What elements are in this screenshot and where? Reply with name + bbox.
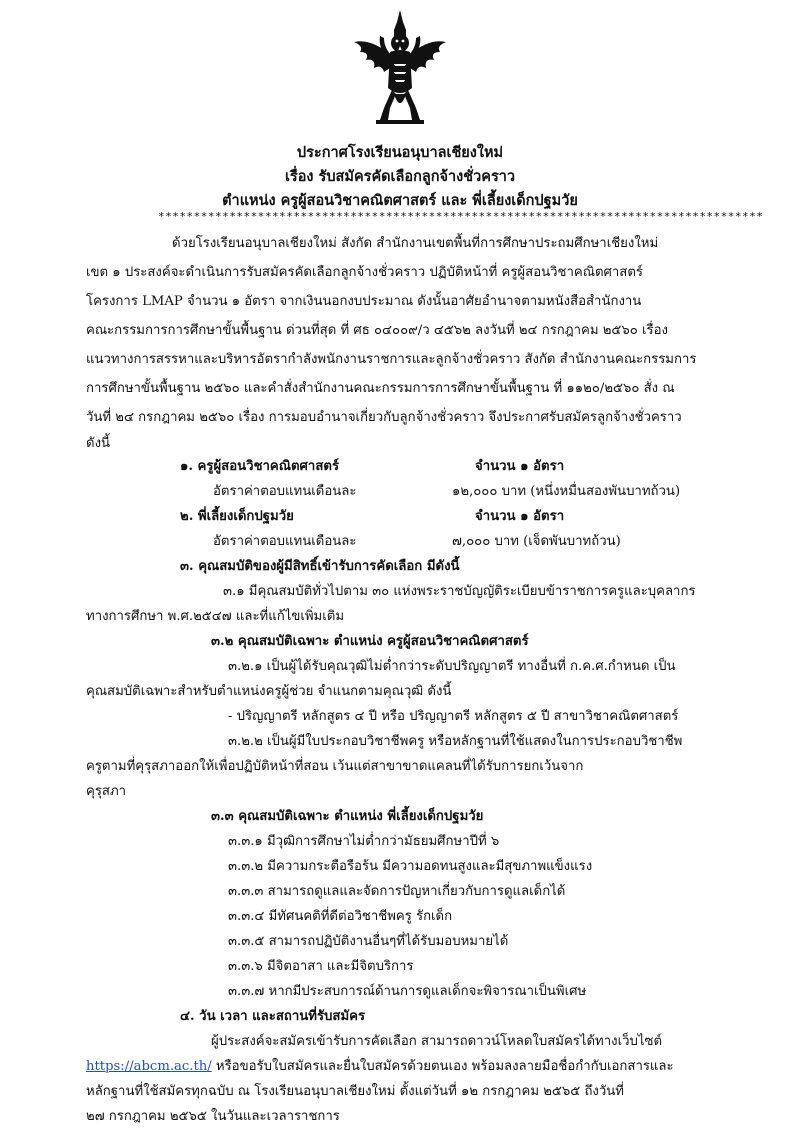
qualification-item: ๓.๓.๗ หากมีประสบการณ์ด้านการดูแลเด็กจะพิจารณาเป็นพิเศษ (228, 984, 587, 999)
position-count: จำนวน ๑ อัตรา (475, 459, 565, 474)
subsection-heading: ๓.๓ คุณสมบัติเฉพาะ ตำแหน่ง พี่เลี้ยงเด็กปฐมวัย (211, 809, 484, 824)
intro-line: การศึกษาขั้นพื้นฐาน ๒๕๖๐ และคำสั่งสำนักงานคณะกรรมการการศึกษาขั้นพื้นฐาน ที่ ๑๑๒๐/๒๕๖๐ สั่ง ณ (86, 381, 675, 396)
qualification-item: ๓.๓.๕ สามารถปฏิบัติงานอื่นๆที่ได้รับมอบหมายได้ (228, 934, 509, 949)
intro-line: วันที่ ๒๔ กรกฎาคม ๒๕๖๐ เรื่อง การมอบอำนาจเกี่ยวกับลูกจ้างชั่วคราว จึงประกาศรับสมัครลูกจ้างชั่วคราว (86, 410, 682, 425)
pay-label: อัตราค่าตอบแทนเดือนละ (213, 534, 357, 549)
section-heading: ๔. วัน เวลา และสถานที่รับสมัคร (180, 1009, 366, 1024)
qualification-item: ๓.๓.๑ มีวุฒิการศึกษาไม่ต่ำกว่ามัธยมศึกษาปีที่ ๖ (228, 834, 500, 849)
application-line: หลักฐานที่ใช้สมัครทุกฉบับ ณ โรงเรียนอนุบาลเชียงใหม่ ตั้งแต่วันที่ ๑๒ กรกฎาคม ๒๕๖๕ ถึงวันที่ (86, 1084, 624, 1099)
website-link[interactable]: https://abcm.ac.th/ (86, 1059, 212, 1074)
pay-label: อัตราค่าตอบแทนเดือนละ (213, 484, 357, 499)
position-count: จำนวน ๑ อัตรา (475, 509, 565, 524)
application-line: ๒๗ กรกฎาคม ๒๕๖๕ ในวันและเวลาราชการ (86, 1109, 340, 1124)
position-title: ๒. พี่เลี้ยงเด็กปฐมวัย (180, 509, 294, 524)
pay-value: ๑๒,๐๐๐ บาท (หนึ่งหมื่นสองพันบาทถ้วน) (452, 484, 681, 499)
qualification-line: ๓.๑ มีคุณสมบัติทั่วไปตาม ๓๐ แห่งพระราชบัญญัติระเบียบข้าราชการครูและบุคลากร (223, 584, 696, 599)
application-line (86, 1057, 674, 1077)
intro-line: เขต ๑ ประสงค์จะดำเนินการรับสมัครคัดเลือกลูกจ้างชั่วคราว ปฏิบัติหน้าที่ ครูผู้สอนวิชาคณิตศาสตร์ (86, 265, 643, 280)
intro-line: โครงการ LMAP จำนวน ๑ อัตรา จากเงินนอกงบประมาณ ดังนั้นอาศัยอำนาจตามหนังสือสำนักงาน (86, 294, 642, 309)
qualification-line: คุรุสภา (86, 784, 127, 799)
garuda-emblem-icon (350, 8, 450, 126)
qualification-line: ๓.๒.๑ เป็นผู้ได้รับคุณวุฒิไม่ต่ำกว่าระดับปริญญาตรี ทางอื่นที่ ก.ค.ศ.กำหนด เป็น (228, 659, 676, 674)
application-line: ผู้ประสงค์จะสมัครเข้ารับการคัดเลือก สามารถดาวน์โหลดใบสมัครได้ทางเว็บไซต์ (211, 1034, 663, 1049)
qualification-line: ทางการศึกษา พ.ศ.๒๕๔๗ และที่แก้ไขเพิ่มเติม (86, 609, 345, 624)
qualification-line: ครูตามที่คุรุสภาออกให้เพื่อปฏิบัติหน้าที่สอน เว้นแต่สาขาขาดแคลนที่ได้รับการยกเว้นจาก (86, 759, 584, 774)
qualification-item: ๓.๓.๖ มีจิตอาสา และมีจิตบริการ (228, 959, 414, 974)
position-title: ๑. ครูผู้สอนวิชาคณิตศาสตร์ (180, 459, 340, 474)
qualification-item: ๓.๓.๔ มีทัศนคติที่ดีต่อวิชาชีพครู รักเด็ก (228, 909, 453, 924)
announcement-subject: เรื่อง รับสมัครคัดเลือกลูกจ้างชั่วคราว (284, 168, 516, 185)
intro-line: ดังนี้ (86, 436, 111, 451)
announcement-title: ประกาศโรงเรียนอนุบาลเชียงใหม่ (296, 144, 504, 161)
qualification-item: ๓.๓.๒ มีความกระตือรือร้น มีความอดทนสูงและมีสุขภาพแข็งแรง (228, 859, 593, 874)
section-heading: ๓. คุณสมบัติของผู้มีสิทธิ์เข้ารับการคัดเลือก มีดังนี้ (180, 559, 460, 574)
intro-line: คณะกรรมการการศึกษาขั้นพื้นฐาน ด่วนที่สุด ที่ ศธ ๐๔๐๐๙/ว ๔๕๖๒ ลงวันที่ ๒๔ กรกฎาคม ๒๕๖๐ เรื่อง (86, 323, 668, 338)
qualification-bullet: - ปริญญาตรี หลักสูตร ๔ ปี หรือ ปริญญาตรี หลักสูตร ๕ ปี สาขาวิชาคณิตศาสตร์ (228, 709, 679, 724)
intro-line: แนวทางการสรรหาและบริหารอัตรากำลังพนักงานราชการและลูกจ้างชั่วคราว สังกัด สำนักงานคณะกรรมการ (86, 352, 697, 367)
qualification-line: ๓.๒.๒ เป็นผู้มีใบประกอบวิชาชีพครู หรือหลักฐานที่ใช้แสดงในการประกอบวิชาชีพ (228, 734, 683, 749)
qualification-line: คุณสมบัติเฉพาะสำหรับตำแหน่งครูผู้ช่วย จำแนกตามคุณวุฒิ ดังนี้ (86, 684, 452, 699)
qualification-item: ๓.๓.๓ สามารถดูแลและจัดการปัญหาเกี่ยวกับการดูแลเด็กได้ (228, 884, 566, 899)
subsection-heading: ๓.๒ คุณสมบัติเฉพาะ ตำแหน่ง ครูผู้สอนวิชาคณิตศาสตร์ (211, 634, 529, 649)
intro-line: ด้วยโรงเรียนอนุบาลเชียงใหม่ สังกัด สำนักงานเขตพื้นที่การศึกษาประถมศึกษาเชียงใหม่ (172, 236, 659, 251)
announcement-positions: ตำแหน่ง ครูผู้สอนวิชาคณิตศาสตร์ และ พี่เลี้ยงเด็กปฐมวัย (222, 192, 578, 209)
separator: ************************************************************************************* (158, 210, 764, 223)
application-line-rest: หรือขอรับใบสมัครและยื่นใบสมัครด้วยตนเอง พร้อมลงลายมือชื่อกำกับเอกสารและ (211, 1059, 674, 1074)
pay-value: ๗,๐๐๐ บาท (เจ็ดพันบาทถ้วน) (452, 534, 621, 549)
